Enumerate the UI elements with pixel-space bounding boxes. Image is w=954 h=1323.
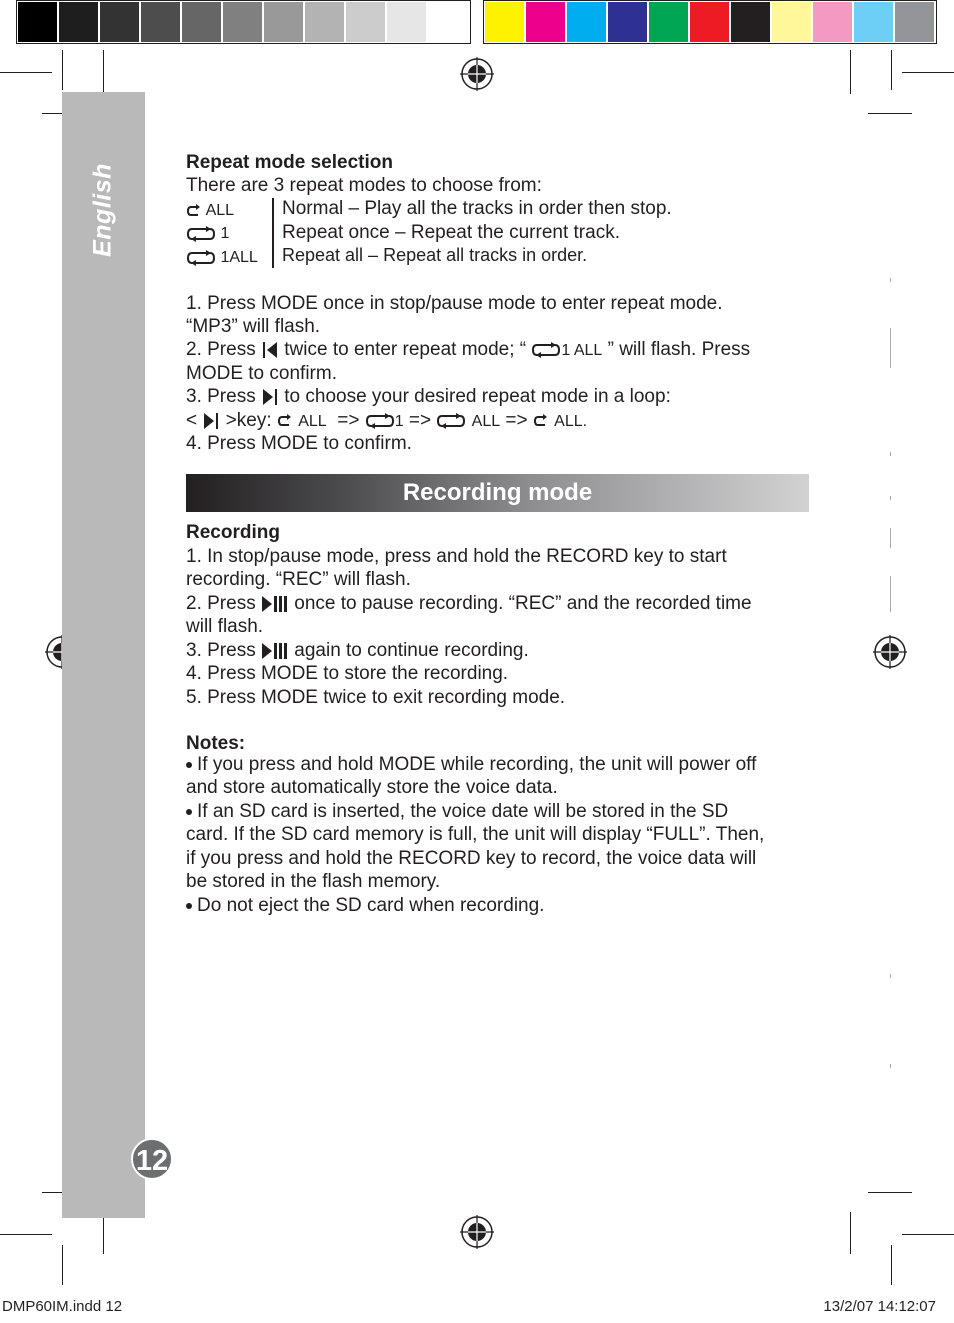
mode-key-one bbox=[186, 222, 229, 245]
repeat-loop-icon bbox=[365, 413, 395, 429]
note-3 bbox=[186, 894, 544, 917]
color-swatch bbox=[608, 2, 647, 42]
note-2-line-4: be stored in the flash memory. bbox=[186, 871, 441, 892]
bleed-tick bbox=[890, 528, 891, 548]
mode-key-all bbox=[186, 199, 234, 222]
repeat-once-arrow-icon bbox=[186, 203, 202, 219]
repeat-once-arrow-icon bbox=[277, 413, 293, 429]
gray-swatch bbox=[59, 2, 98, 42]
loop-arrow: => bbox=[408, 410, 432, 431]
bleed-tick bbox=[890, 1064, 891, 1068]
rec-step-4: 4. Press MODE to store the recording. bbox=[186, 663, 509, 684]
previous-track-icon bbox=[261, 341, 279, 359]
loop-arrow: => bbox=[337, 410, 360, 431]
language-side-band bbox=[62, 92, 145, 1218]
step-text: 2. Press bbox=[186, 339, 256, 360]
play-pause-icon bbox=[261, 595, 289, 613]
step-text: 3. Press bbox=[186, 386, 256, 407]
step-4: 4. Press MODE to confirm. bbox=[186, 433, 412, 454]
bullet-icon bbox=[186, 762, 192, 768]
step-1-line-1: 1. Press MODE once in stop/pause mode to enter repeat mode. bbox=[186, 293, 723, 314]
color-swatch bbox=[649, 2, 688, 42]
step-text: twice to enter repeat mode; “ bbox=[284, 339, 527, 360]
repeat-heading: Repeat mode selection bbox=[186, 152, 393, 173]
loop-item: ALL bbox=[471, 413, 501, 430]
mode-desc-all: Repeat all – Repeat all tracks in order. bbox=[282, 245, 588, 265]
crop-mark bbox=[850, 50, 851, 94]
gray-swatch bbox=[141, 2, 180, 42]
step-2-line-1 bbox=[186, 338, 750, 362]
bullet-icon bbox=[186, 809, 192, 815]
crop-mark bbox=[868, 1192, 912, 1193]
loop-key-label: >key: bbox=[225, 410, 272, 431]
repeat-loop-icon bbox=[186, 250, 216, 266]
rec-step-2-line-2: will flash. bbox=[186, 616, 264, 637]
crop-mark bbox=[103, 1212, 104, 1254]
registration-mark-icon bbox=[460, 1215, 494, 1249]
color-swatch bbox=[772, 2, 811, 42]
gray-swatch bbox=[264, 2, 303, 42]
loop-item: ALL bbox=[298, 413, 327, 430]
section-title: Recording mode bbox=[402, 479, 593, 506]
note-text: Do not eject the SD card when recording. bbox=[197, 895, 545, 916]
step-2-line-2: MODE to confirm. bbox=[186, 363, 337, 384]
bullet-icon bbox=[186, 903, 192, 909]
gray-swatch bbox=[223, 2, 262, 42]
color-swatch bbox=[690, 2, 729, 42]
step-text: ” will flash. Press bbox=[607, 339, 751, 360]
crop-mark bbox=[868, 113, 912, 114]
rec-step-3 bbox=[186, 639, 529, 662]
loop-item: 1 bbox=[394, 413, 404, 430]
registration-mark-icon bbox=[460, 57, 494, 91]
step-1-line-2: “MP3” will flash. bbox=[186, 316, 321, 337]
bleed-tick bbox=[890, 452, 891, 456]
step-text: to choose your desired repeat mode in a loop: bbox=[284, 386, 671, 407]
step-text: 3. Press bbox=[186, 640, 256, 661]
loop-arrow: => bbox=[505, 410, 528, 431]
gray-swatch bbox=[305, 2, 344, 42]
loop-bracket: < bbox=[186, 410, 198, 431]
color-swatch bbox=[854, 2, 893, 42]
crop-mark bbox=[62, 1245, 63, 1285]
step-3 bbox=[186, 385, 671, 408]
note-2-line-1 bbox=[186, 800, 728, 823]
footer-file-name: DMP60IM.indd 12 bbox=[2, 1298, 123, 1315]
repeat-loop-icon bbox=[186, 226, 216, 242]
page-number-badge: 12 bbox=[131, 1138, 173, 1180]
note-2-line-2: card. If the SD card memory is full, the unit will display “FULL”. Then, bbox=[186, 824, 765, 845]
crop-mark bbox=[902, 1234, 954, 1235]
crop-mark bbox=[103, 50, 104, 94]
gray-swatch bbox=[387, 2, 426, 42]
repeat-loop-sequence bbox=[186, 409, 587, 433]
next-track-icon bbox=[202, 412, 220, 430]
bleed-tick bbox=[890, 974, 891, 978]
step-text: once to pause recording. “REC” and the recorded time bbox=[294, 593, 752, 614]
repeat-once-arrow-icon bbox=[533, 413, 549, 429]
gray-swatch bbox=[346, 2, 385, 42]
bleed-tick bbox=[890, 496, 891, 500]
bleed-tick bbox=[890, 328, 891, 368]
crop-mark bbox=[850, 1212, 851, 1254]
color-swatch bbox=[485, 2, 524, 42]
rec-step-5: 5. Press MODE twice to exit recording mode. bbox=[186, 687, 566, 708]
gray-swatch bbox=[428, 2, 467, 42]
repeat-intro: There are 3 repeat modes to choose from: bbox=[186, 175, 542, 196]
gray-swatch bbox=[100, 2, 139, 42]
mode-table-divider bbox=[272, 198, 274, 268]
note-text: If you press and hold MODE while recording, the unit will power off bbox=[197, 754, 757, 775]
notes-heading: Notes: bbox=[186, 733, 246, 754]
loop-item: ALL. bbox=[554, 413, 588, 430]
rec-step-1-line-2: recording. “REC” will flash. bbox=[186, 569, 411, 590]
color-swatch bbox=[813, 2, 852, 42]
crop-mark bbox=[0, 72, 52, 73]
gray-swatch bbox=[182, 2, 221, 42]
language-label: English bbox=[88, 163, 117, 257]
mode-key-label: 1 bbox=[220, 225, 230, 242]
next-track-icon bbox=[261, 388, 279, 406]
color-swatch bbox=[731, 2, 770, 42]
step-text: 2. Press bbox=[186, 593, 256, 614]
footer-datetime: 13/2/07 14:12:07 bbox=[823, 1298, 936, 1315]
crop-mark bbox=[891, 1245, 892, 1285]
note-1-line-1 bbox=[186, 753, 756, 776]
mode-key-one-all bbox=[186, 246, 258, 269]
crop-mark bbox=[891, 50, 892, 90]
repeat-loop-icon bbox=[531, 342, 561, 358]
play-pause-icon bbox=[261, 642, 289, 660]
recording-mode-banner bbox=[186, 474, 809, 512]
step-text: again to continue recording. bbox=[294, 640, 529, 661]
repeat-icon-label: 1 ALL bbox=[561, 342, 603, 359]
registration-mark-icon bbox=[873, 635, 907, 669]
mode-key-label: 1ALL bbox=[220, 249, 258, 266]
crop-mark bbox=[62, 50, 63, 90]
repeat-loop-icon bbox=[436, 413, 466, 429]
mode-desc-once: Repeat once – Repeat the current track. bbox=[282, 222, 620, 243]
bleed-tick bbox=[890, 278, 891, 282]
bleed-tick bbox=[890, 576, 891, 612]
note-2-line-3: if you press and hold the RECORD key to record, the voice data will bbox=[186, 848, 757, 869]
crop-mark bbox=[902, 72, 954, 73]
note-text: If an SD card is inserted, the voice date will be stored in the SD bbox=[197, 801, 729, 822]
note-1-line-2: and store automatically store the voice data. bbox=[186, 777, 558, 798]
mode-desc-normal: Normal – Play all the tracks in order then stop. bbox=[282, 198, 672, 219]
color-swatch bbox=[895, 2, 934, 42]
crop-mark bbox=[0, 1234, 52, 1235]
recording-heading: Recording bbox=[186, 522, 280, 543]
color-swatch bbox=[567, 2, 606, 42]
rec-step-1-line-1: 1. In stop/pause mode, press and hold the RECORD key to start bbox=[186, 546, 727, 567]
rec-step-2-line-1 bbox=[186, 592, 752, 615]
gray-swatch bbox=[18, 2, 57, 42]
mode-key-label: ALL bbox=[205, 202, 235, 219]
color-swatch bbox=[526, 2, 565, 42]
